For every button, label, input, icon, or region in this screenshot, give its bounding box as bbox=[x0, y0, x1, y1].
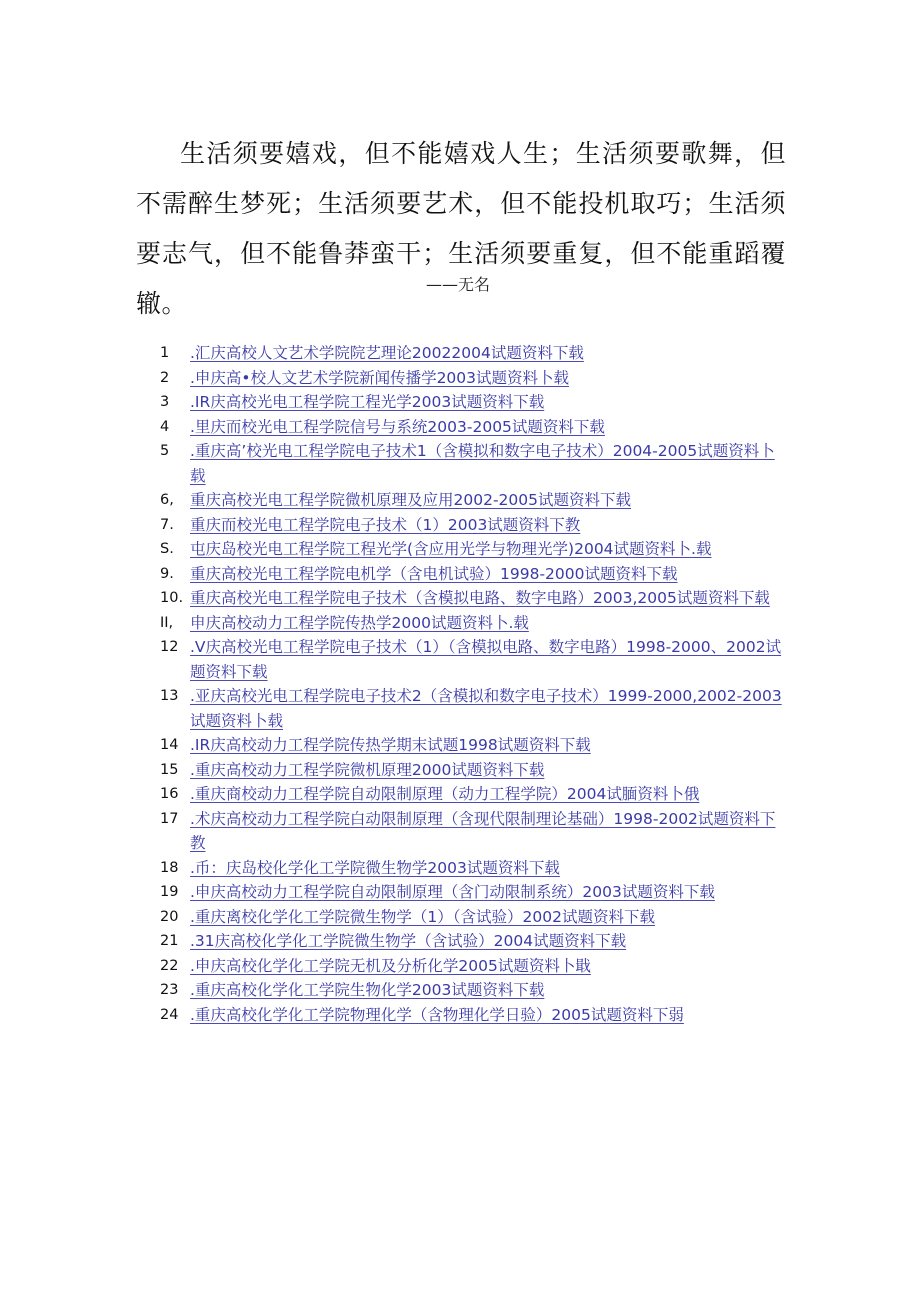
item-number: 21 bbox=[160, 933, 179, 949]
download-link[interactable]: 重庆而校光电工程学院电子技术（1）2003试题资料下教 bbox=[190, 515, 581, 534]
list-item bbox=[160, 758, 790, 783]
download-link[interactable]: .31庆高校化学化工学院微生物学（含试验）2004试题资料下载 bbox=[190, 932, 627, 950]
item-number: 23 bbox=[160, 982, 179, 998]
download-link[interactable]: 重庆高校光电工程学院电子技术（含模拟电路、数字电路）2003,2005试题资料下载 bbox=[190, 589, 770, 607]
item-number: 19 bbox=[160, 884, 179, 900]
list-item bbox=[160, 978, 790, 1003]
item-number: S. bbox=[160, 541, 174, 557]
download-link[interactable]: .汇庆高校人文艺术学院院艺理论20022004试题资料下载 bbox=[190, 344, 584, 362]
item-number: 5 bbox=[160, 443, 170, 459]
list-item bbox=[160, 929, 790, 954]
download-link[interactable]: .申庆高•校人文艺术学院新闻传播学2003试题资料卜载 bbox=[190, 368, 570, 387]
download-link[interactable]: .亚庆高校光电工程学院电子技术2（含模拟和数字电子技术）1999-2000,2002-2003试题资料卜载 bbox=[190, 687, 782, 730]
list-item bbox=[160, 586, 790, 611]
item-number: II, bbox=[160, 614, 174, 631]
download-link[interactable]: 屯庆岛校光电工程学院工程光学(含应用光学与物理光学)2004试题资料卜.载 bbox=[190, 540, 712, 558]
list-item bbox=[160, 562, 790, 587]
list-item bbox=[160, 439, 790, 488]
download-link-list bbox=[160, 341, 790, 1027]
list-item bbox=[160, 366, 790, 391]
item-number: 12 bbox=[160, 639, 179, 655]
item-number: 14 bbox=[160, 737, 179, 753]
download-link[interactable]: .V庆高校光电工程学院电子技术（1）（含模拟电路、数字电路）1998-2000、2002试题资料下载 bbox=[190, 638, 782, 681]
download-link[interactable]: .重庆高校化学化工学院生物化学2003试题资料下载 bbox=[190, 981, 545, 999]
quote-author: ——无名 bbox=[426, 275, 491, 294]
list-item bbox=[160, 905, 790, 930]
list-item bbox=[160, 684, 790, 733]
list-item bbox=[160, 733, 790, 758]
item-number: 24 bbox=[160, 1006, 179, 1023]
list-item bbox=[160, 390, 790, 415]
item-number: 9. bbox=[160, 565, 174, 582]
item-number: 4 bbox=[160, 418, 170, 435]
item-number: 3 bbox=[160, 394, 170, 410]
download-link[interactable]: 重庆高校光电工程学院微机原理及应用2002-2005试题资料下载 bbox=[190, 491, 631, 509]
download-link[interactable]: .里庆而校光电工程学院信号与系统2003-2005试题资料下载 bbox=[190, 417, 605, 436]
item-number: 6, bbox=[160, 492, 174, 508]
download-link[interactable]: .重庆高校动力工程学院微机原理2000试题资料下载 bbox=[190, 760, 545, 779]
item-number: 2 bbox=[160, 369, 170, 386]
download-link[interactable]: .术庆高校动力工程学院白动限制原理（含现代限制理论基础）1998-2002试题资料下教 bbox=[190, 809, 776, 852]
download-link[interactable]: .重庆高校化学化工学院物理化学（含物理化学日验）2005试题资料下弱 bbox=[190, 1005, 684, 1024]
item-number: 13 bbox=[160, 688, 179, 704]
list-item bbox=[160, 635, 790, 684]
list-item bbox=[160, 611, 790, 636]
list-item bbox=[160, 488, 790, 513]
item-number: 10. bbox=[160, 590, 184, 606]
list-item bbox=[160, 782, 790, 807]
list-item bbox=[160, 954, 790, 979]
quote-paragraph: 生活须要嬉戏，但不能嬉戏人生；生活须要歌舞，但不需醉生梦死；生活须要艺术，但不能投机取巧；生活须要志气，但不能鲁莽蛮干；生活须要重复，但不能重蹈覆辙。 bbox=[136, 139, 786, 318]
download-link[interactable]: 重庆高校光电工程学院电机学（含电机试验）1998-2000试题资料下载 bbox=[190, 564, 678, 583]
item-number: 20 bbox=[160, 908, 179, 925]
list-item bbox=[160, 807, 790, 856]
download-link[interactable]: .重庆高’校光电工程学院电子技术1（含模拟和数字电子技术）2004-2005试题资料卜载 bbox=[190, 442, 775, 485]
item-number: 22 bbox=[160, 957, 179, 974]
list-item bbox=[160, 856, 790, 881]
download-link[interactable]: 申庆高校动力工程学院传热学2000试题资料卜.载 bbox=[190, 613, 529, 632]
download-link[interactable]: .申庆高校化学化工学院无机及分析化学2005试题资料卜戢 bbox=[190, 956, 591, 975]
list-item bbox=[160, 880, 790, 905]
item-number: 1 bbox=[160, 345, 170, 361]
download-link[interactable]: .币：庆岛校化学化工学院微生物学2003试题资料下载 bbox=[190, 858, 560, 877]
list-item bbox=[160, 415, 790, 440]
download-link[interactable]: .重庆商校动力工程学院自动限制原理（动力工程学院）2004试腼资料卜俄 bbox=[190, 785, 700, 803]
download-link[interactable]: .IR庆高校动力工程学院传热学期末试题1998试题资料下载 bbox=[190, 736, 591, 754]
list-item bbox=[160, 341, 790, 366]
list-item bbox=[160, 537, 790, 562]
item-number: 16 bbox=[160, 786, 179, 802]
download-link[interactable]: .重庆离校化学化工学院微生物学（1）（含试验）2002试题资料下载 bbox=[190, 907, 655, 926]
download-link[interactable]: .IR庆高校光电工程学院工程光学2003试题资料下载 bbox=[190, 393, 545, 411]
item-number: 17 bbox=[160, 810, 179, 827]
item-number: 15 bbox=[160, 761, 179, 778]
list-item bbox=[160, 513, 790, 538]
list-item bbox=[160, 1003, 790, 1028]
item-number: 7. bbox=[160, 516, 174, 533]
download-link[interactable]: .申庆高校动力工程学院自动限制原理（含门动限制系统）2003试题资料下载 bbox=[190, 883, 715, 901]
item-number: 18 bbox=[160, 859, 179, 876]
